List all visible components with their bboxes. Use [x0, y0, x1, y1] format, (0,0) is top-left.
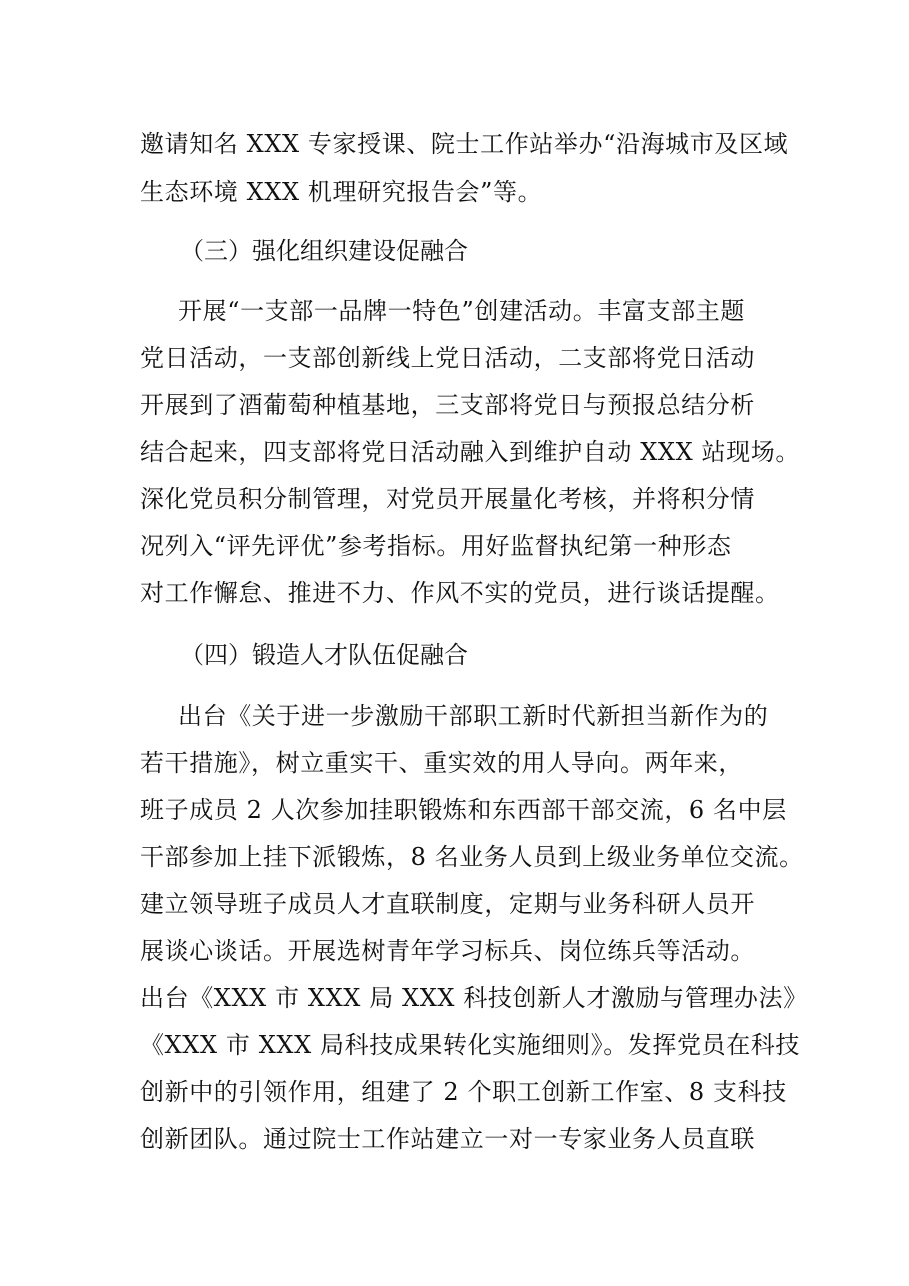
text-line: 生态环境 XXX 机理研究报告会”等。 — [140, 178, 543, 206]
text-line: 若干措施》，树立重实干、重实效的用人导向。两年来， — [140, 749, 743, 777]
text-line: 出台《关于进一步激励干部职工新时代新担当新作为的 — [178, 702, 769, 730]
text-line: 创新团队。通过院士工作站建立一对一专家业务人员直联 — [140, 1125, 755, 1153]
text-line: 创新中的引领作用，组建了 2 个职工创新工作室、8 支科技 — [140, 1078, 787, 1106]
text-line: 开展到了酒葡萄种植基地，三支部将党日与预报总结分析 — [140, 391, 755, 419]
text-line: 班子成员 2 人次参加挂职锻炼和东西部干部交流，6 名中层 — [140, 796, 787, 824]
text-line: 出台《XXX 市 XXX 局 XXX 科技创新人才激励与管理办法》 — [140, 984, 808, 1012]
section-heading: （三）强化组织建设促融合 — [180, 237, 468, 265]
text-line: 况列入“评先评优”参考指标。用好监督执纪第一种形态 — [140, 532, 732, 560]
text-line: 建立领导班子成员人才直联制度，定期与业务科研人员开 — [140, 890, 755, 918]
text-line: 对工作懈怠、推进不力、作风不实的党员，进行谈话提醒。 — [140, 579, 780, 607]
text-line: 党日活动，一支部创新线上党日活动，二支部将党日活动 — [140, 344, 755, 372]
text-line: 邀请知名 XXX 专家授课、院士工作站举办“沿海城市及区域 — [140, 130, 789, 158]
text-line: 开展“一支部一品牌一特色”创建活动。丰富支部主题 — [178, 297, 745, 325]
text-line: 干部参加上挂下派锻炼，8 名业务人员到上级业务单位交流。 — [140, 843, 804, 871]
text-line: 结合起来，四支部将党日活动融入到维护自动 XXX 站现场。 — [140, 438, 800, 466]
text-line: 展谈心谈话。开展选树青年学习标兵、岗位练兵等活动。 — [140, 937, 755, 965]
text-line: 深化党员积分制管理，对党员开展量化考核，并将积分情 — [140, 485, 755, 513]
section-heading: （四）锻造人才队伍促融合 — [180, 641, 468, 669]
text-line: 《XXX 市 XXX 局科技成果转化实施细则》。发挥党员在科技 — [140, 1031, 801, 1059]
